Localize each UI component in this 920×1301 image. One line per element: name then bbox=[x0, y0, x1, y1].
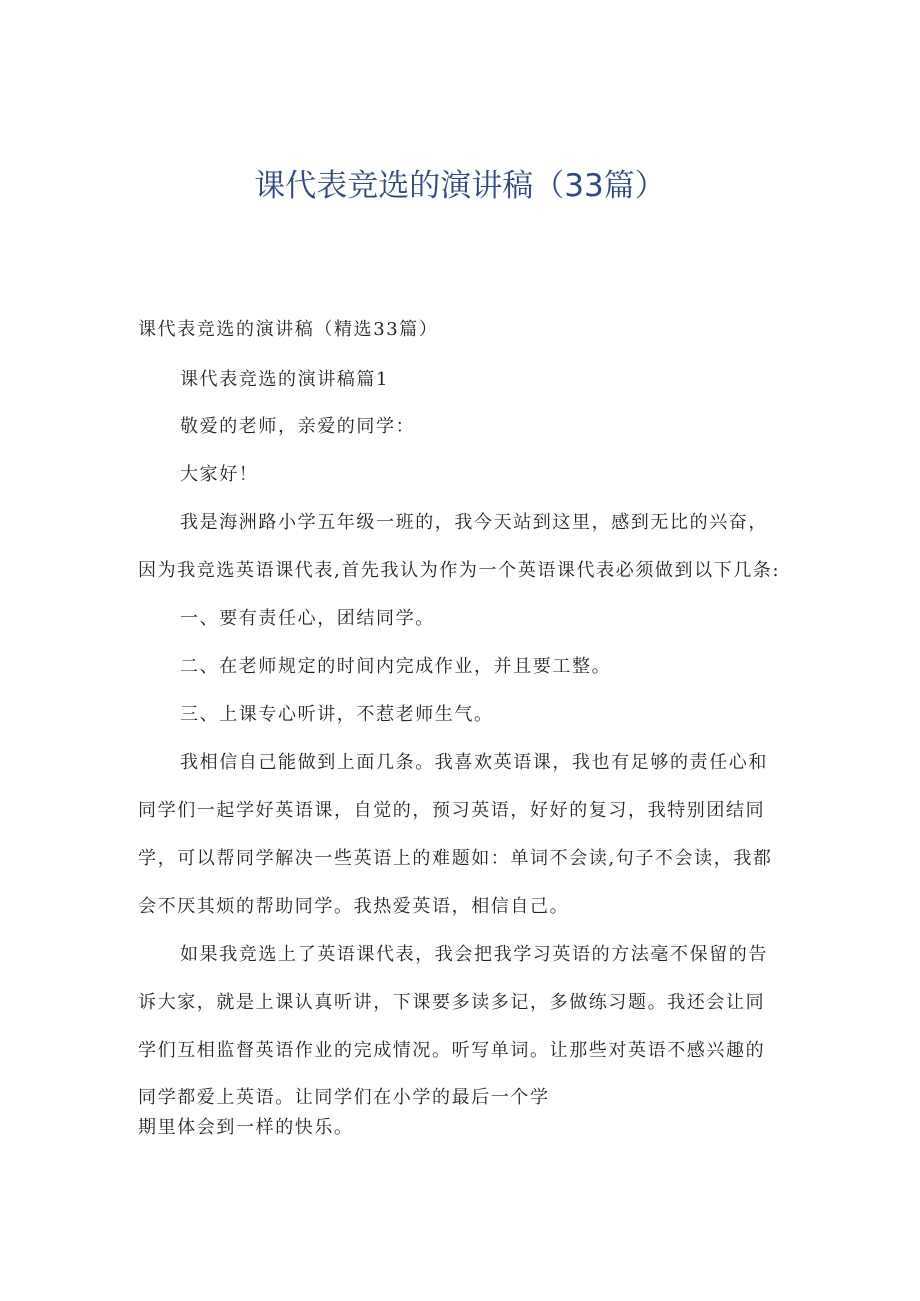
salutation: 敬爱的老师，亲爱的同学： bbox=[180, 416, 416, 437]
paragraph-line: 如果我竞选上了英语课代表，我会把我学习英语的方法毫不保留的告 bbox=[180, 944, 768, 965]
paragraph-line: 我相信自己能做到上面几条。我喜欢英语课，我也有足够的责任心和 bbox=[180, 752, 768, 773]
subtitle-line: 课代表竞选的演讲稿（精选33篇） bbox=[138, 319, 439, 340]
document-title: 课代表竞选的演讲稿（33篇） bbox=[254, 168, 666, 204]
paragraph-line: 学们互相监督英语作业的完成情况。听写单词。让那些对英语不感兴趣的 bbox=[138, 1040, 766, 1061]
paragraph-line: 我是海洲路小学五年级一班的，我今天站到这里，感到无比的兴奋， bbox=[180, 512, 768, 533]
paragraph-line: 诉大家，就是上课认真听讲，下课要多读多记，多做练习题。我还会让同 bbox=[138, 992, 766, 1013]
paragraph-line: 期里体会到一样的快乐。 bbox=[138, 1117, 354, 1138]
paragraph-line: 同学都爱上英语。让同学们在小学的最后一个学 bbox=[138, 1087, 550, 1108]
paragraph-line: 学，可以帮同学解决一些英语上的难题如：单词不会读,句子不会读，我都 bbox=[138, 848, 773, 869]
list-item: 三、上课专心听讲，不惹老师生气。 bbox=[180, 704, 494, 725]
section-heading: 课代表竞选的演讲稿篇1 bbox=[180, 369, 390, 390]
list-item: 一、要有责任心，团结同学。 bbox=[180, 608, 435, 629]
paragraph-line: 同学们一起学好英语课，自觉的，预习英语，好好的复习，我特别团结同 bbox=[138, 800, 766, 821]
list-item: 二、在老师规定的时间内完成作业，并且要工整。 bbox=[180, 656, 612, 677]
paragraph-line: 因为我竞选英语课代表,首先我认为作为一个英语课代表必须做到以下几条: bbox=[138, 560, 781, 581]
paragraph-line: 会不厌其烦的帮助同学。我热爱英语，相信自己。 bbox=[138, 896, 570, 917]
greeting: 大家好！ bbox=[180, 464, 259, 485]
